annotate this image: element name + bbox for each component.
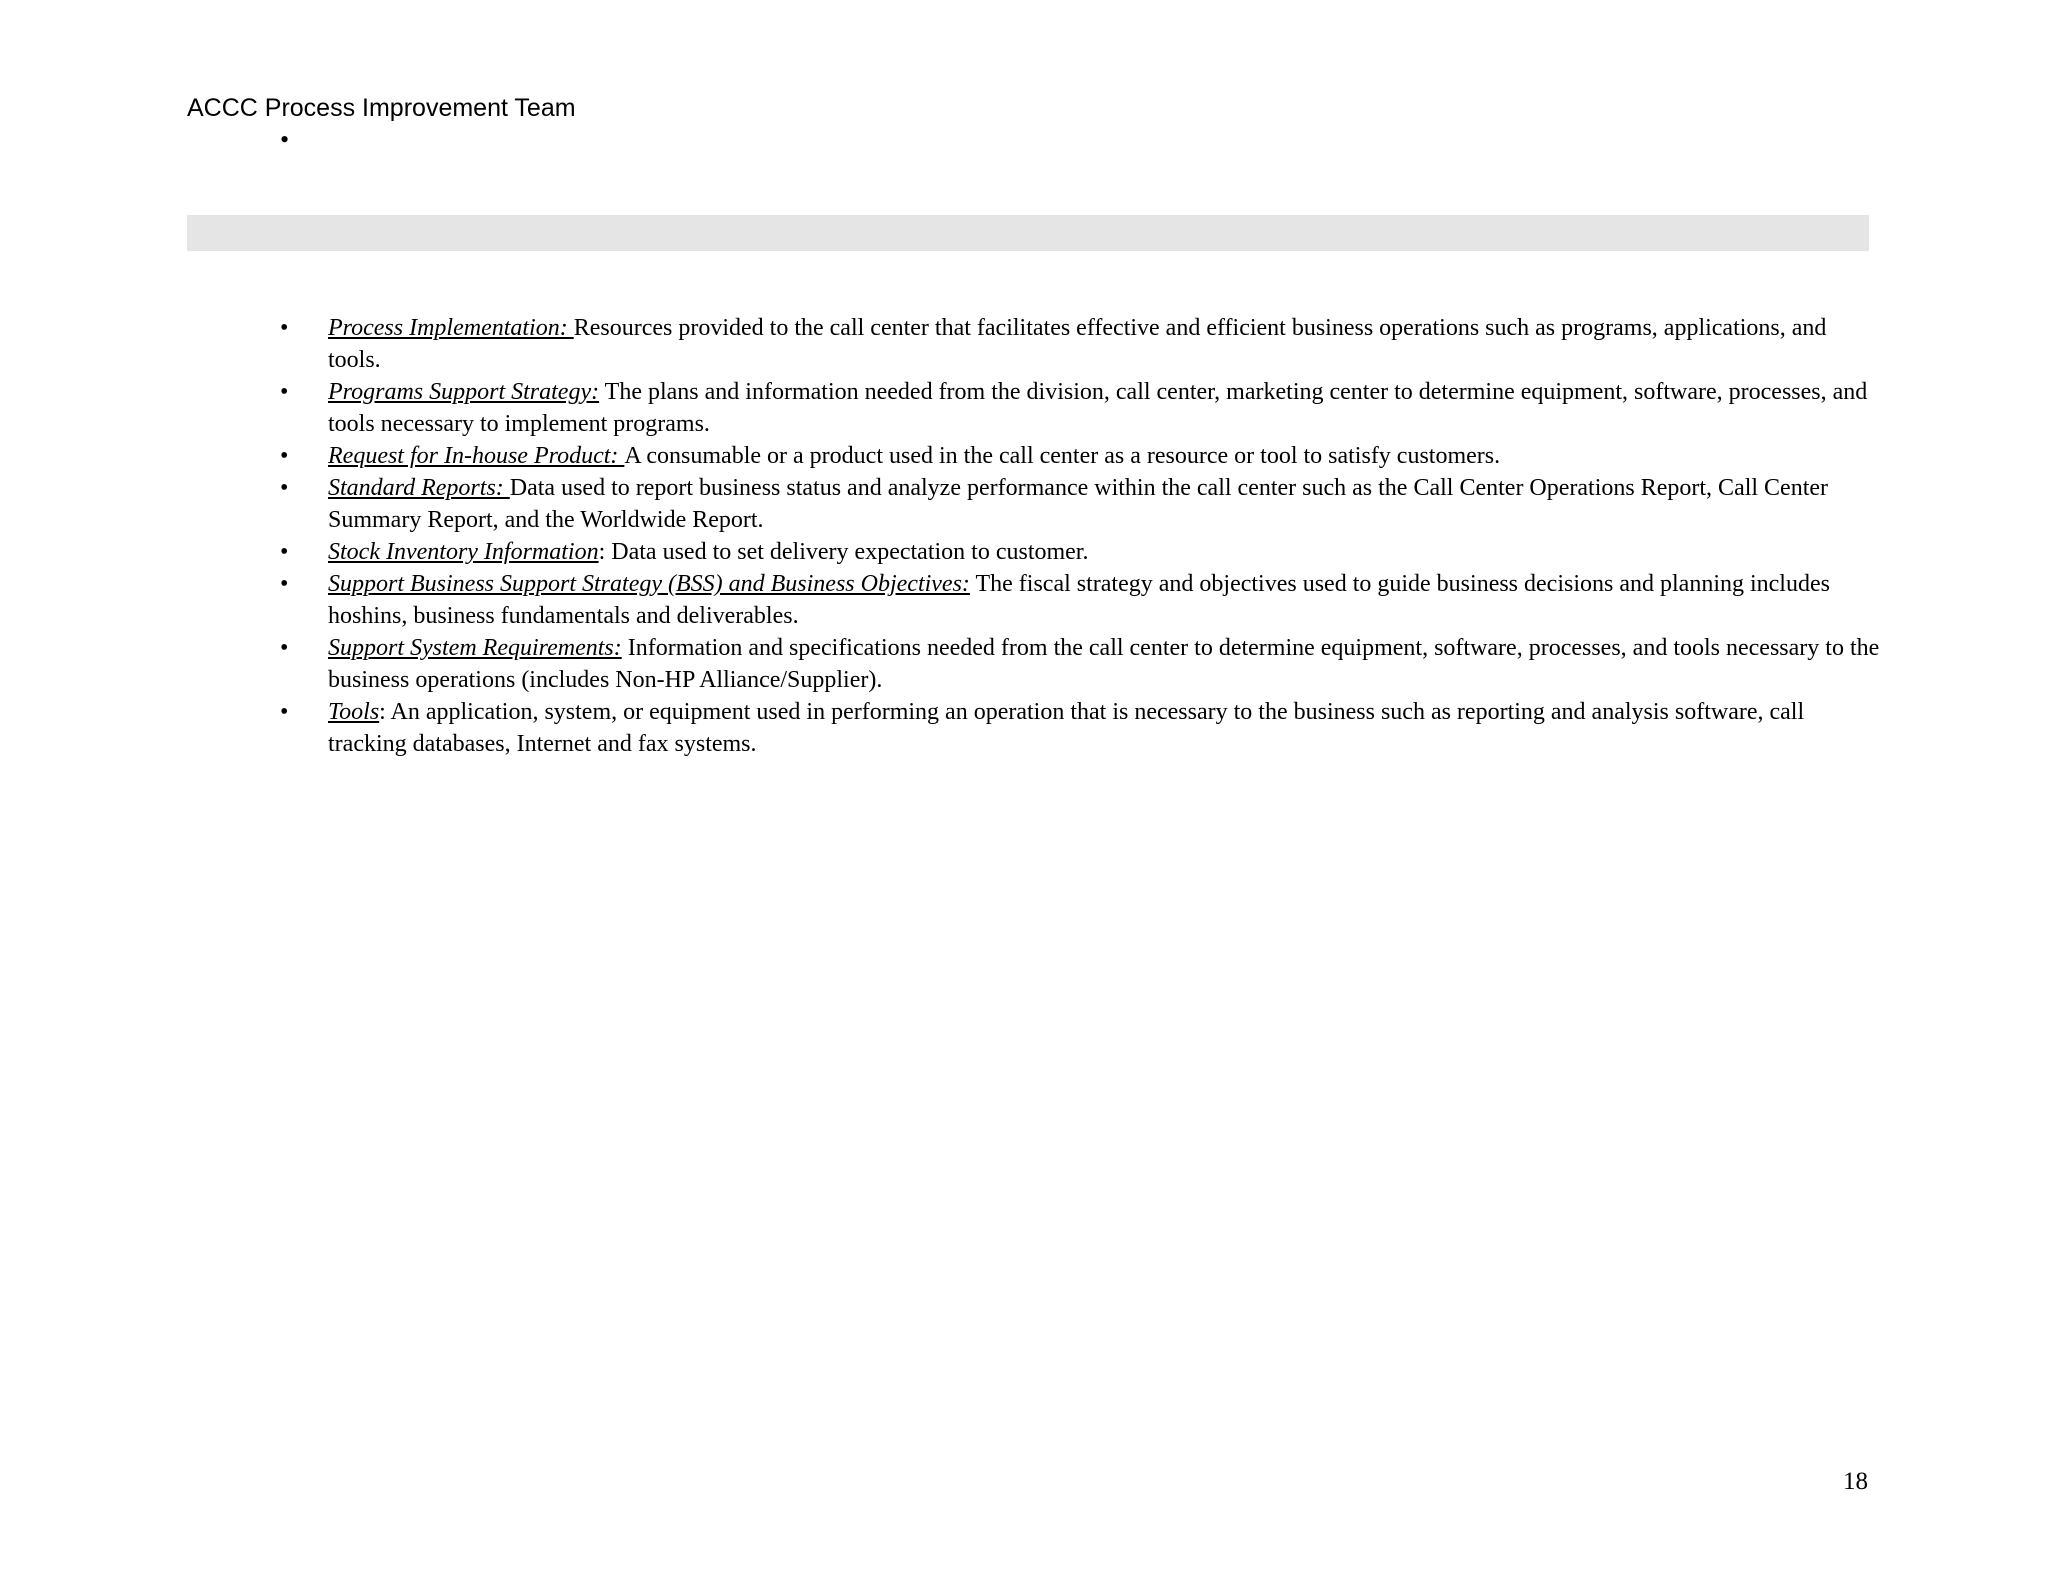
definition-text: A consumable or a product used in the call center as a resource or tool to satisfy customers. (624, 443, 1501, 469)
definition-term: Support System Requirements: (328, 635, 622, 661)
definition-term: Tools (328, 699, 380, 725)
definition-term: Stock Inventory Information (328, 539, 599, 565)
bullet-icon: • (280, 539, 289, 565)
header-bullet: • (280, 125, 290, 154)
definition-separator: : (379, 699, 391, 725)
definition-separator: : (598, 539, 612, 565)
definition-item (280, 312, 1880, 376)
bullet-icon: • (280, 571, 289, 597)
definition-text: Information and specifications needed from the call center to determine equipment, software, processes, and tools necessary to the business operations (includes Non-HP Alliance/Supplier). (328, 635, 1880, 693)
definition-text: The fiscal strategy and objectives used to guide business decisions and planning includes hoshins, business fundamentals and deliverables. (328, 571, 1830, 629)
definition-text: Resources provided to the call center that facilitates effective and efficient business operations such as programs, applications, and tools. (328, 315, 1827, 373)
bullet-icon: • (280, 475, 289, 501)
definition-item (280, 376, 1880, 440)
definition-term: Request for In-house Product: (328, 443, 625, 469)
page-number: 18 (1843, 1468, 1868, 1495)
definition-term: Standard Reports: (328, 475, 510, 501)
definition-term: Support Business Support Strategy (BSS) and Business Objectives: (328, 571, 970, 597)
definition-item (280, 472, 1880, 536)
definition-text: The plans and information needed from the division, call center, marketing center to determine equipment, software, processes, and tools necessary to implement programs. (328, 379, 1868, 437)
bullet-icon: • (280, 315, 289, 341)
bullet-icon: • (280, 443, 289, 469)
definition-item (280, 696, 1880, 760)
bullet-icon: • (280, 379, 289, 405)
section-divider-band (187, 215, 1869, 251)
definition-item (280, 568, 1880, 632)
definition-term: Process Implementation: (328, 315, 574, 341)
definition-item (280, 440, 1880, 472)
definition-text: Data used to report business status and analyze performance within the call center such as the Call Center Operations Report, Call Center Summary Report, and the Worldwide Report. (328, 475, 1829, 533)
bullet-icon: • (280, 699, 289, 725)
bullet-icon: • (280, 635, 289, 661)
definition-text: An application, system, or equipment used in performing an operation that is necessary to the business such as reporting and analysis software, call tracking databases, Internet and fax systems. (328, 699, 1805, 757)
definitions-list (280, 312, 1880, 760)
page-header-title: ACCC Process Improvement Team (187, 94, 576, 122)
definition-item (280, 536, 1880, 568)
definition-item (280, 632, 1880, 696)
definition-term: Programs Support Strategy: (328, 379, 600, 405)
definition-text: Data used to set delivery expectation to customer. (611, 539, 1089, 565)
